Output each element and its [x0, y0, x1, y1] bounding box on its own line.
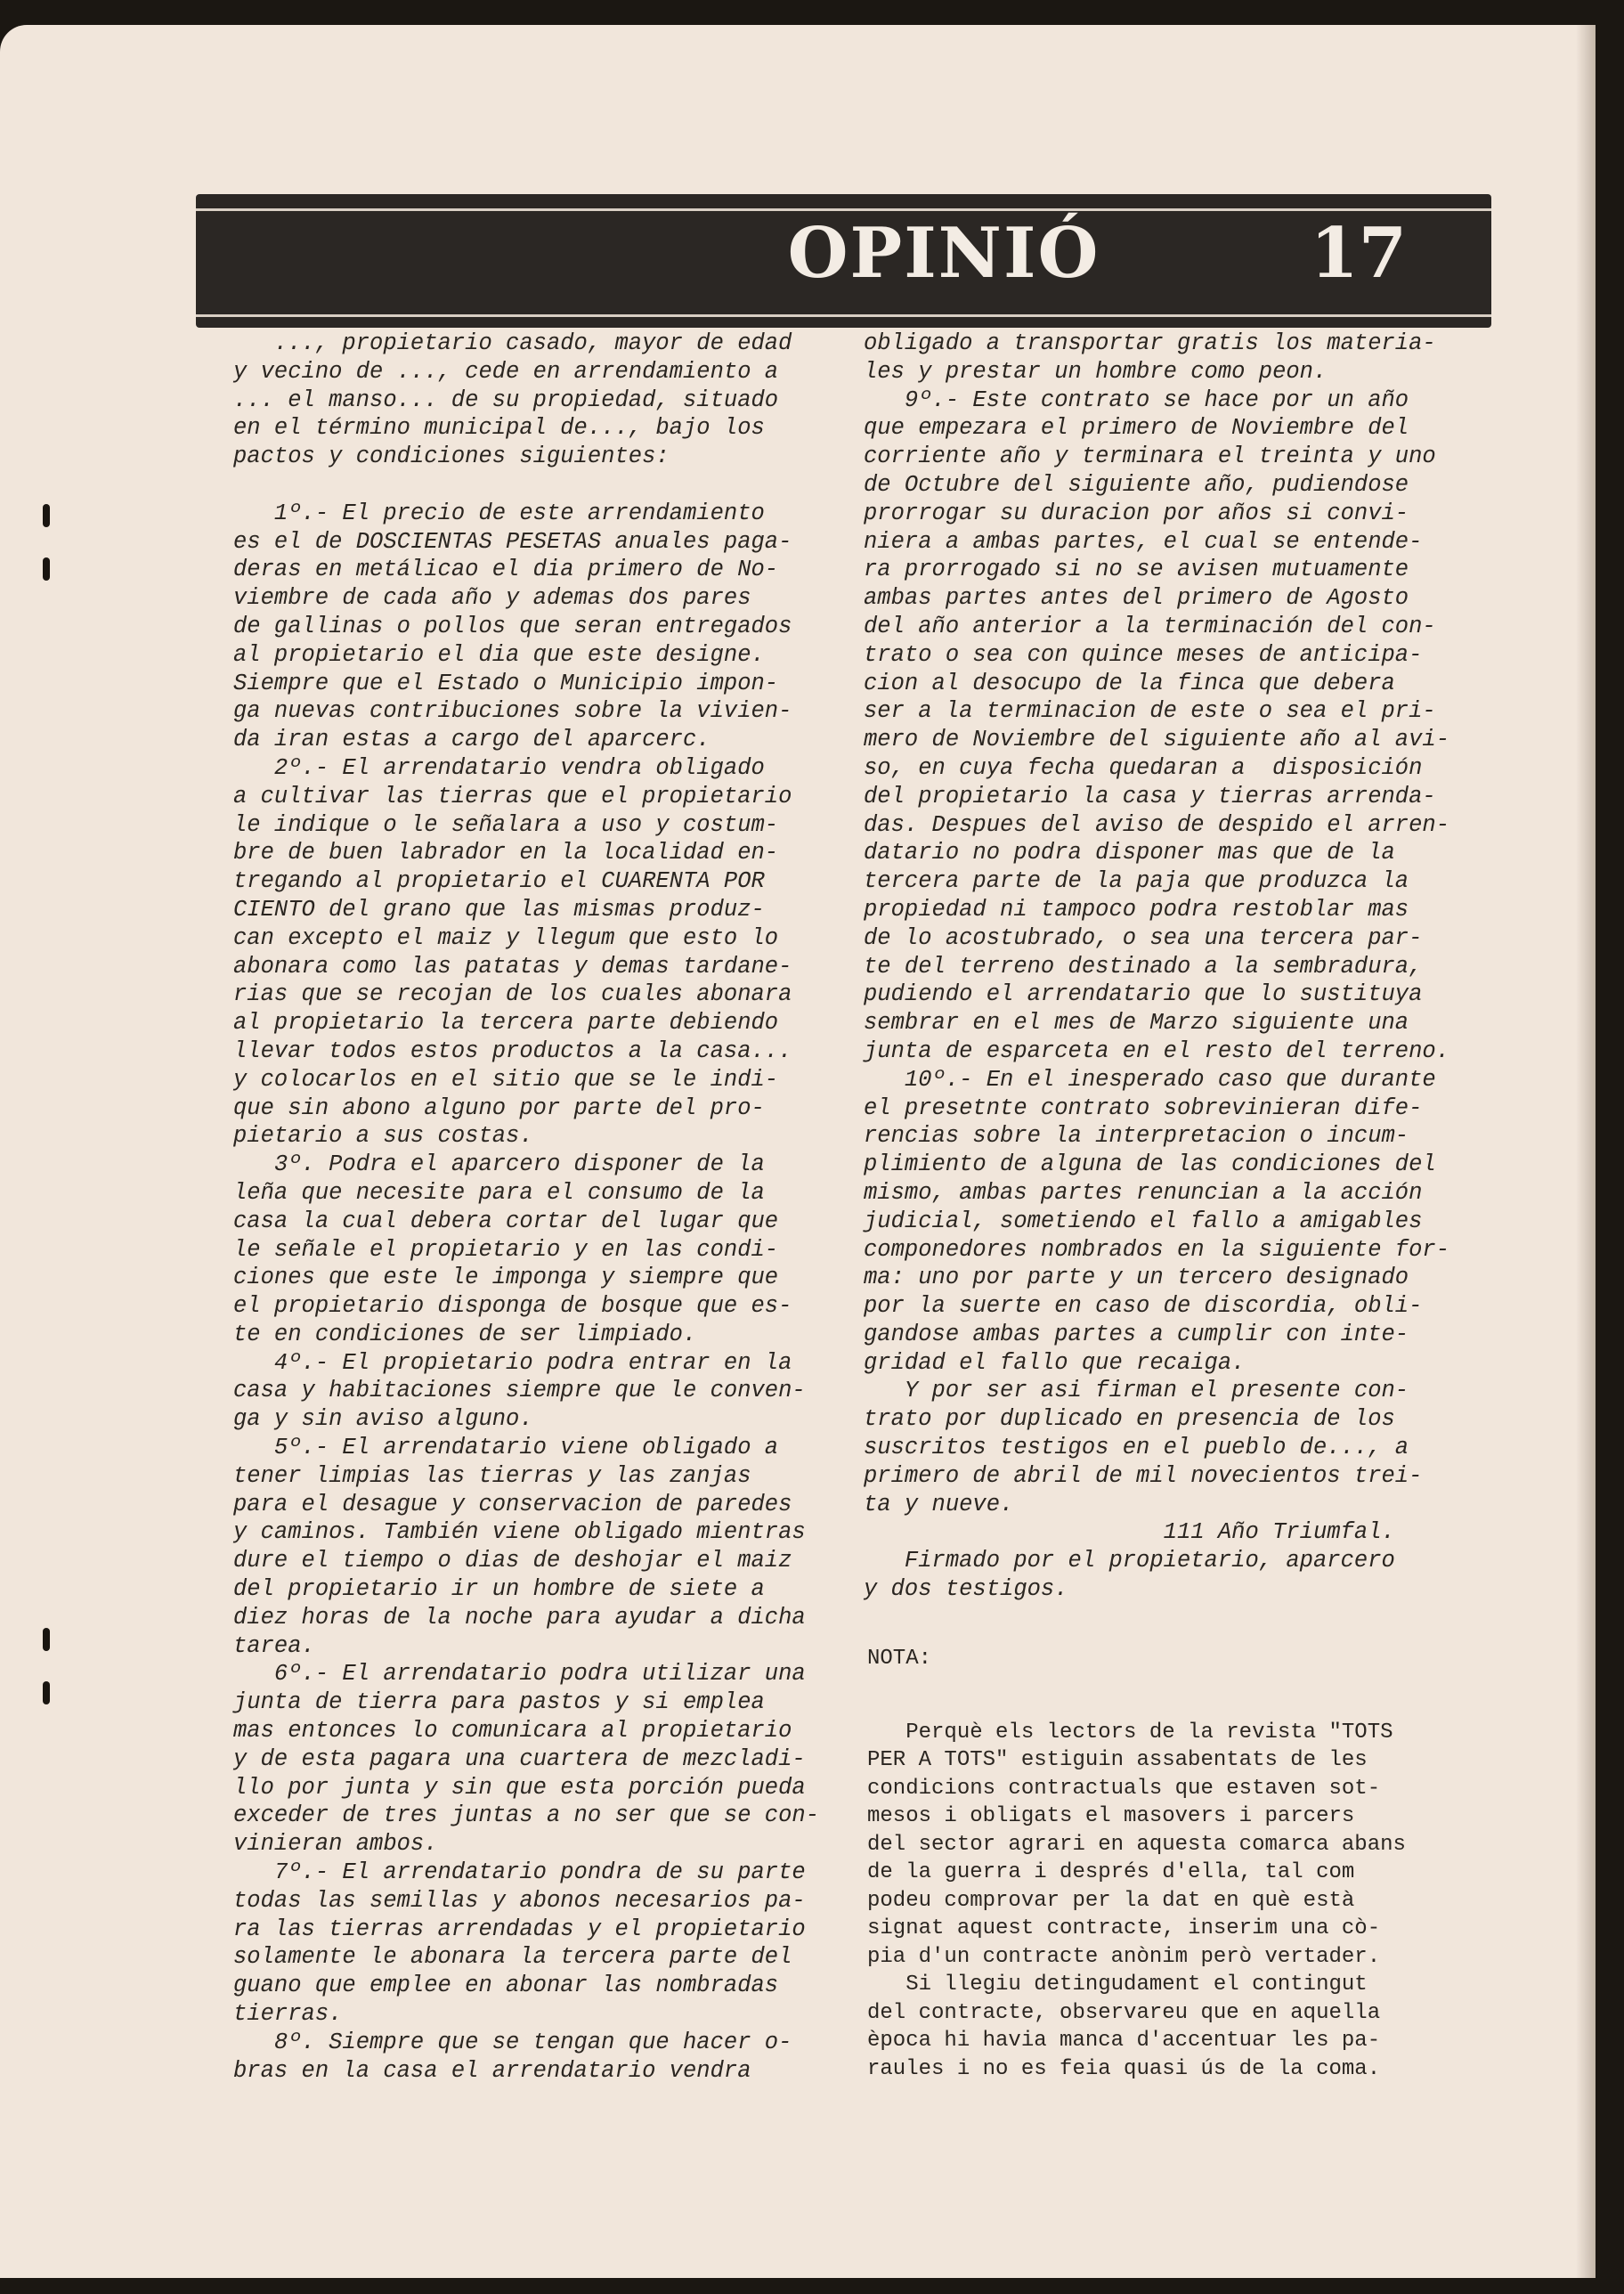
text-line: datario no podra disponer mas que de la: [864, 840, 1395, 866]
text-line: el presetnte contrato sobrevinieran dife-: [864, 1094, 1423, 1121]
text-line: y caminos. También viene obligado mientras: [233, 1519, 806, 1546]
text-line: ciones que este le imponga y siempre que: [233, 1265, 779, 1291]
note-line: pia d'un contracte anònim però vertader.: [867, 1944, 1381, 1969]
text-line: tierras.: [233, 2001, 343, 2028]
text-line: 9º.- Este contrato se hace por un año: [864, 386, 1409, 413]
text-line: en el término municipal de..., bajo los: [233, 415, 765, 442]
text-line: trato por duplicado en presencia de los: [864, 1406, 1395, 1433]
text-line: y de esta pagara una cuartera de mezcladi-: [233, 1745, 806, 1772]
text-line: de gallinas o pollos que seran entregados: [233, 613, 792, 639]
text-line: para el desague y conservacion de paredes: [233, 1491, 792, 1517]
text-line: prorrogar su duracion por años si convi-: [864, 500, 1409, 526]
text-line: 3º. Podra el aparcero disponer de la: [233, 1151, 765, 1178]
binding-mark: [43, 1681, 50, 1704]
text-line: obligado a transportar gratis los materia-: [864, 330, 1436, 356]
text-line: mismo, ambas partes renuncian a la acción: [864, 1179, 1423, 1206]
text-line: solamente le abonara la tercera parte del: [233, 1944, 792, 1971]
text-line: de Octubre del siguiente año, pudiendose: [864, 471, 1409, 498]
text-line: junta de esparceta en el resto del terreno.: [864, 1037, 1450, 1064]
text-line: al propietario la tercera parte debiendo: [233, 1010, 779, 1037]
text-line: tregando al propietario el CUARENTA POR: [233, 868, 765, 895]
note-line: PER A TOTS" estiguin assabentats de les: [867, 1748, 1368, 1772]
note-line: mesos i obligats el masovers i parcers: [867, 1804, 1355, 1828]
section-title: OPINIÓ: [787, 213, 1100, 294]
text-line: CIENTO del grano que las mismas produz-: [233, 896, 765, 923]
text-line: 4º.- El propietario podra entrar en la: [233, 1349, 792, 1376]
text-line: abonara como las patatas y demas tardane-: [233, 953, 792, 980]
text-line: judicial, sometiendo el fallo a amigables: [864, 1208, 1423, 1234]
binding-mark: [43, 504, 50, 527]
text-line: te en condiciones de ser limpiado.: [233, 1321, 697, 1347]
text-line: tarea.: [233, 1632, 315, 1659]
text-line: ga nuevas contribuciones sobre la vivien-: [233, 698, 792, 725]
header-rule-top: [196, 208, 1491, 211]
text-line: Siempre que el Estado o Municipio impon-: [233, 670, 779, 696]
text-line: viembre de cada año y ademas dos pares: [233, 585, 751, 612]
text-line: ma: uno por parte y un tercero designado: [864, 1265, 1409, 1291]
text-line: ... el manso... de su propiedad, situado: [233, 386, 779, 413]
text-line: bras en la casa el arrendatario vendra: [233, 2057, 751, 2084]
text-line: es el de DOSCIENTAS PESETAS anuales paga-: [233, 528, 792, 555]
note-line: del contracte, observareu que en aquella: [867, 2000, 1381, 2025]
text-line: vinieran ambos.: [233, 1831, 438, 1858]
text-line: bre de buen labrador en la localidad en-: [233, 840, 779, 866]
text-line: todas las semillas y abonos necesarios pa-: [233, 1887, 806, 1914]
text-line: gridad el fallo que recaiga.: [864, 1349, 1246, 1376]
binding-mark: [43, 557, 50, 581]
text-line: diez horas de la noche para ayudar a dicha: [233, 1604, 806, 1631]
text-line: propiedad ni tampoco podra restoblar mas: [864, 896, 1409, 923]
text-line: casa la cual debera cortar del lugar que: [233, 1208, 779, 1234]
text-line: trato o sea con quince meses de anticipa-: [864, 641, 1423, 668]
text-line: can excepto el maiz y llegum que esto lo: [233, 924, 779, 951]
text-line: ra prorrogado si no se avisen mutuamente: [864, 557, 1409, 583]
text-line: del año anterior a la terminación del con-: [864, 613, 1436, 639]
note-line: Perquè els lectors de la revista "TOTS: [867, 1720, 1393, 1745]
text-line: [233, 471, 839, 500]
text-line: so, en cuya fecha quedaran a disposición: [864, 754, 1423, 781]
text-line: llevar todos estos productos a la casa...: [233, 1037, 792, 1064]
text-line: pietario a sus costas.: [233, 1123, 533, 1150]
text-line: leña que necesite para el consumo de la: [233, 1179, 765, 1206]
text-line: junta de tierra para pastos y si emplea: [233, 1689, 765, 1716]
text-line: tener limpias las tierras y las zanjas: [233, 1462, 751, 1489]
text-line: ..., propietario casado, mayor de edad: [233, 330, 792, 356]
text-line: les y prestar un hombre como peon.: [864, 358, 1328, 385]
text-line: dure el tiempo o dias de deshojar el maiz: [233, 1548, 792, 1574]
text-line: Y por ser asi firman el presente con-: [864, 1378, 1409, 1404]
text-line: ra las tierras arrendadas y el propietario: [233, 1916, 806, 1942]
text-line: de lo acostubrado, o sea una tercera par-: [864, 924, 1423, 951]
text-line: da iran estas a cargo del aparcerc.: [233, 727, 710, 753]
note-line: podeu comprovar per la dat en què està: [867, 1888, 1355, 1913]
text-line: guano que emplee en abonar las nombradas: [233, 1973, 779, 1999]
text-line: el propietario disponga de bosque que es-: [233, 1293, 792, 1320]
text-line: exceder de tres juntas a no ser que se con-: [233, 1802, 820, 1829]
text-line: le señale el propietario y en las condi-: [233, 1236, 779, 1263]
text-line: 111 Año Triumfal.: [864, 1519, 1395, 1546]
note-title: NOTA:: [867, 1647, 932, 1671]
magazine-page: [0, 25, 1596, 2278]
text-line: 8º. Siempre que se tengan que hacer o-: [233, 2029, 792, 2055]
text-line: corriente año y terminara el treinta y uno: [864, 443, 1436, 470]
note-line: condicions contractuals que estaven sot-: [867, 1776, 1381, 1801]
text-line: a cultivar las tierras que el propietario: [233, 783, 792, 809]
note-line: de la guerra i després d'ella, tal com: [867, 1860, 1355, 1884]
article-right-column: [864, 329, 1487, 1604]
text-line: rencias sobre la interpretacion o incum-: [864, 1123, 1409, 1150]
text-line: y dos testigos.: [864, 1576, 1068, 1603]
text-line: niera a ambas partes, el cual se entende-: [864, 528, 1423, 555]
text-line: le indique o le señalara a uso y costum-: [233, 811, 779, 838]
text-line: llo por junta y sin que esta porción pueda: [233, 1774, 806, 1801]
text-line: deras en metálicao el dia primero de No-: [233, 557, 779, 583]
text-line: 5º.- El arrendatario viene obligado a: [233, 1435, 779, 1461]
text-line: ambas partes antes del primero de Agosto: [864, 585, 1409, 612]
text-line: 7º.- El arrendatario pondra de su parte: [233, 1859, 806, 1886]
text-line: ser a la terminacion de este o sea el pri-: [864, 698, 1436, 725]
text-line: das. Despues del aviso de despido el arren-: [864, 811, 1450, 838]
note-line: signat aquest contracte, inserim una cò-: [867, 1916, 1381, 1940]
note-line: Si llegiu detingudament el contingut: [867, 1973, 1368, 1997]
text-line: cion al desocupo de la finca que debera: [864, 670, 1395, 696]
text-line: y colocarlos en el sitio que se le indi-: [233, 1066, 779, 1093]
text-line: del propietario ir un hombre de siete a: [233, 1576, 765, 1603]
binding-mark: [43, 1628, 50, 1651]
text-line: 10º.- En el inesperado caso que durante: [864, 1066, 1436, 1093]
text-line: 1º.- El precio de este arrendamiento: [233, 500, 765, 526]
note-line: època hi havia manca d'accentuar les pa-: [867, 2029, 1381, 2053]
note-line: raules i no es feia quasi ús de la coma.: [867, 2056, 1381, 2081]
text-line: suscritos testigos en el pueblo de..., a: [864, 1435, 1409, 1461]
article-left-column: [233, 329, 839, 2085]
text-line: sembrar en el mes de Marzo siguiente una: [864, 1010, 1409, 1037]
page-number: 17: [1310, 213, 1407, 294]
text-line: mero de Noviembre del siguiente año al avi-: [864, 727, 1450, 753]
text-line: y vecino de ..., cede en arrendamiento a: [233, 358, 779, 385]
text-line: primero de abril de mil novecientos trei-: [864, 1462, 1423, 1489]
text-line: al propietario el dia que este designe.: [233, 641, 765, 668]
note-line: [867, 1690, 1490, 1719]
text-line: gandose ambas partes a cumplir con inte-: [864, 1321, 1409, 1347]
text-line: 2º.- El arrendatario vendra obligado: [233, 754, 765, 781]
text-line: te del terreno destinado a la sembradura,: [864, 953, 1423, 980]
note-body: [867, 1690, 1490, 2083]
text-line: rias que se recojan de los cuales abonara: [233, 981, 792, 1008]
text-line: ta y nueve.: [864, 1491, 1014, 1517]
text-line: ga y sin aviso alguno.: [233, 1406, 533, 1433]
text-line: casa y habitaciones siempre que le conven-: [233, 1378, 806, 1404]
header-rule-bottom: [196, 314, 1491, 317]
text-line: que empezara el primero de Noviembre del: [864, 415, 1409, 442]
text-line: Firmado por el propietario, aparcero: [864, 1548, 1395, 1574]
section-header: [196, 194, 1491, 328]
text-line: que sin abono alguno por parte del pro-: [233, 1094, 765, 1121]
text-line: componedores nombrados en la siguiente for-: [864, 1236, 1450, 1263]
text-line: pactos y condiciones siguientes:: [233, 443, 670, 470]
text-line: pudiendo el arrendatario que lo sustituya: [864, 981, 1423, 1008]
note-line: del sector agrari en aquesta comarca abans: [867, 1832, 1406, 1857]
text-line: mas entonces lo comunicara al propietario: [233, 1718, 792, 1745]
text-line: por la suerte en caso de discordia, obli-: [864, 1293, 1423, 1320]
text-line: 6º.- El arrendatario podra utilizar una: [233, 1661, 806, 1688]
text-line: del propietario la casa y tierras arrenda-: [864, 783, 1436, 809]
text-line: tercera parte de la paja que produzca la: [864, 868, 1409, 895]
text-line: plimiento de alguna de las condiciones del: [864, 1151, 1436, 1178]
